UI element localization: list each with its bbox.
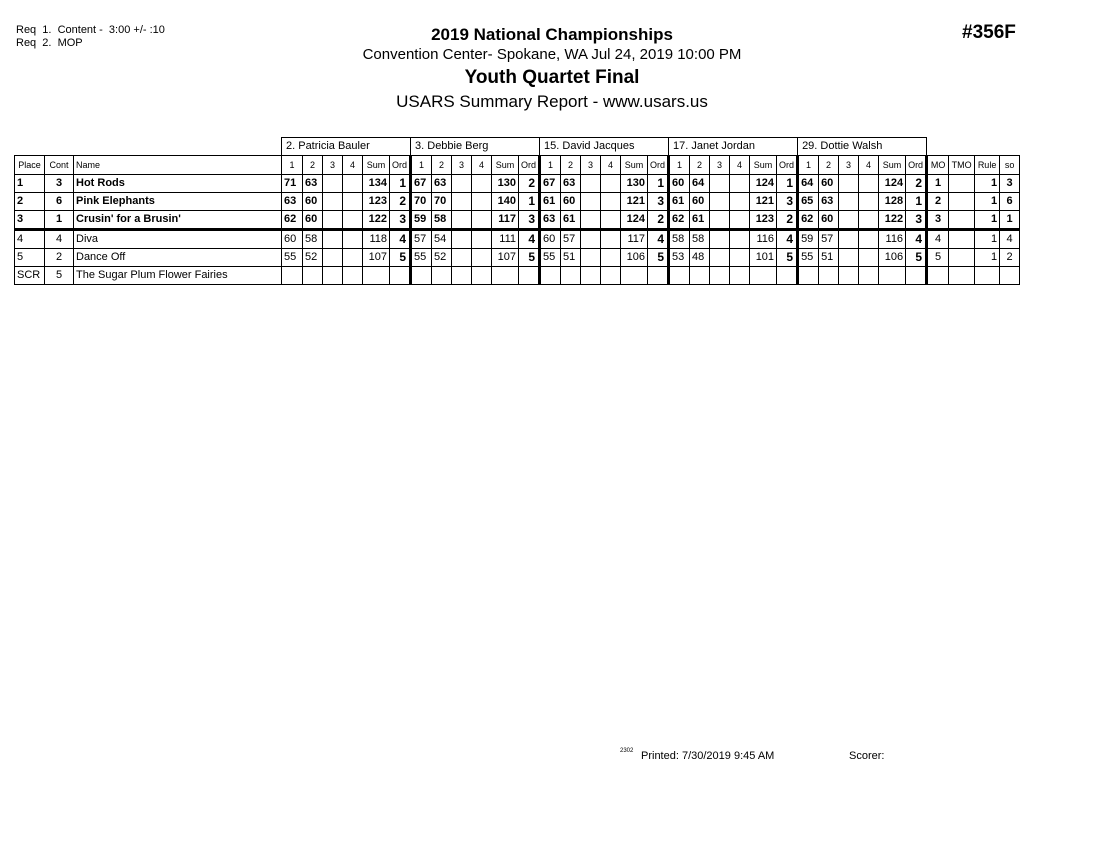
score-cell: 63 [540,211,561,230]
score-cell [343,175,363,193]
tail-cell: 5 [927,249,949,267]
score-cell: 51 [819,249,839,267]
table-row [15,175,1020,193]
tail-cell [975,267,1000,285]
score-cell: 67 [411,175,432,193]
score-cell: 55 [798,249,819,267]
sum-cell: 140 [492,193,519,211]
tail-cell [927,267,949,285]
score-cell [561,267,581,285]
tail-cell: 2 [1000,249,1020,267]
sum-cell: 122 [363,211,390,230]
judge-column-header: Sum [750,156,777,175]
score-cell [710,267,730,285]
ordinal-cell: 2 [648,211,669,230]
judge-column-header: 4 [859,156,879,175]
scorer-label: Scorer: [849,750,885,762]
table-row [15,211,1020,230]
name-cell: Crusin' for a Brusin' [74,211,282,230]
cont-cell: 3 [45,175,74,193]
score-cell [710,249,730,267]
tail-cell: 6 [1000,193,1020,211]
ordinal-cell: 5 [777,249,798,267]
ordinal-cell: 4 [906,230,927,249]
tail-cell: 3 [1000,175,1020,193]
score-cell [798,267,819,285]
tail-column-header: Rule [975,156,1000,175]
judge-column-header: 1 [411,156,432,175]
event-title: Youth Quartet Final [464,67,640,88]
score-cell [432,267,452,285]
ordinal-cell: 2 [777,211,798,230]
tail-cell: 3 [927,211,949,230]
score-cell [343,193,363,211]
tail-cell: 1 [975,230,1000,249]
place-cell: 5 [15,249,45,267]
judge-column-header: 3 [452,156,472,175]
ordinal-cell: 4 [390,230,411,249]
column-header-row [15,156,1020,175]
sum-cell [621,267,648,285]
judge-column-header: Sum [363,156,390,175]
tail-cell [949,175,975,193]
score-cell: 58 [669,230,690,249]
judge-column-header: Sum [879,156,906,175]
results-table [14,137,1020,285]
score-cell [581,267,601,285]
ordinal-cell: 1 [906,193,927,211]
judge-column-header: 3 [323,156,343,175]
sum-cell: 106 [879,249,906,267]
score-cell: 64 [690,175,710,193]
sum-cell: 116 [750,230,777,249]
score-cell [323,193,343,211]
score-cell [472,193,492,211]
sum-cell: 121 [621,193,648,211]
judge-column-header: 1 [669,156,690,175]
score-cell [839,175,859,193]
score-cell: 60 [282,230,303,249]
tail-cell [949,267,975,285]
score-cell: 67 [540,175,561,193]
cont-cell: 1 [45,211,74,230]
score-cell: 62 [282,211,303,230]
score-cell: 58 [690,230,710,249]
table-row [15,249,1020,267]
place-cell: 1 [15,175,45,193]
judge-name: 15. David Jacques [540,138,669,156]
ordinal-cell: 4 [519,230,540,249]
ordinal-cell [777,267,798,285]
ordinal-cell: 3 [906,211,927,230]
score-cell [710,230,730,249]
name-cell: Hot Rods [74,175,282,193]
score-cell [282,267,303,285]
place-cell: 4 [15,230,45,249]
score-cell: 58 [303,230,323,249]
score-cell: 52 [432,249,452,267]
score-cell: 63 [561,175,581,193]
score-cell [730,175,750,193]
score-cell [452,267,472,285]
score-cell: 63 [819,193,839,211]
sum-cell: 123 [750,211,777,230]
tail-cell: 2 [927,193,949,211]
tail-cell [1000,267,1020,285]
score-cell [452,193,472,211]
score-cell [581,249,601,267]
ordinal-cell: 3 [390,211,411,230]
score-cell [730,193,750,211]
score-cell: 57 [411,230,432,249]
score-cell [839,267,859,285]
score-cell: 60 [690,193,710,211]
judge-column-header: 4 [601,156,621,175]
score-cell: 60 [303,211,323,230]
tail-cell: 4 [1000,230,1020,249]
sum-cell: 116 [879,230,906,249]
ordinal-cell: 4 [777,230,798,249]
score-cell [710,193,730,211]
tail-cell: 1 [975,211,1000,230]
score-cell: 55 [282,249,303,267]
score-cell [323,249,343,267]
tail-cell [949,230,975,249]
name-cell: Pink Elephants [74,193,282,211]
judge-column-header: Ord [777,156,798,175]
table-row [15,193,1020,211]
score-cell [730,249,750,267]
score-cell [859,175,879,193]
score-cell [323,211,343,230]
sum-cell: 130 [492,175,519,193]
cont-cell: 2 [45,249,74,267]
cont-cell: 4 [45,230,74,249]
judge-name: 29. Dottie Walsh [798,138,927,156]
score-cell [343,211,363,230]
score-cell [710,175,730,193]
score-cell: 62 [669,211,690,230]
sum-cell [492,267,519,285]
score-cell: 61 [561,211,581,230]
sum-cell: 117 [621,230,648,249]
score-cell [323,267,343,285]
score-cell: 61 [690,211,710,230]
score-cell [472,267,492,285]
sum-cell: 130 [621,175,648,193]
score-cell [730,230,750,249]
judge-column-header: 4 [343,156,363,175]
judge-column-header: 2 [303,156,323,175]
judge-column-header: Sum [492,156,519,175]
sum-cell: 134 [363,175,390,193]
score-cell: 70 [432,193,452,211]
ordinal-cell: 1 [390,175,411,193]
name-cell: Diva [74,230,282,249]
score-cell [581,193,601,211]
score-cell: 61 [540,193,561,211]
judge-header-spacer [15,138,282,156]
ordinal-cell: 3 [519,211,540,230]
score-cell: 70 [411,193,432,211]
championship-title: 2019 National Championships [431,25,673,44]
sum-cell: 107 [492,249,519,267]
table-row [15,267,1020,285]
score-cell [839,230,859,249]
name-cell: The Sugar Plum Flower Fairies [74,267,282,285]
score-cell: 60 [819,211,839,230]
tail-cell: 1 [1000,211,1020,230]
score-cell: 60 [669,175,690,193]
sum-cell: 122 [879,211,906,230]
score-cell [581,175,601,193]
judge-column-header: 2 [561,156,581,175]
ordinal-cell: 1 [777,175,798,193]
tail-cell: 1 [975,193,1000,211]
judge-column-header: 2 [819,156,839,175]
score-cell [323,175,343,193]
sum-cell: 124 [879,175,906,193]
score-cell [710,211,730,230]
score-cell [303,267,323,285]
ordinal-cell: 5 [906,249,927,267]
sum-cell: 118 [363,230,390,249]
score-cell [669,267,690,285]
sum-cell: 101 [750,249,777,267]
score-cell [323,230,343,249]
judge-column-header: Sum [621,156,648,175]
score-cell: 61 [669,193,690,211]
judge-column-header: Ord [648,156,669,175]
ordinal-cell: 2 [390,193,411,211]
sum-cell: 107 [363,249,390,267]
requirement-2: Req 2. MOP [16,37,83,49]
judge-column-header: Ord [906,156,927,175]
ordinal-cell [390,267,411,285]
judge-column-header: 2 [690,156,710,175]
report-header [300,24,804,113]
score-cell: 54 [432,230,452,249]
sum-cell: 111 [492,230,519,249]
sum-cell [363,267,390,285]
ordinal-cell [906,267,927,285]
score-cell: 71 [282,175,303,193]
score-cell: 65 [798,193,819,211]
score-cell [452,230,472,249]
score-cell [819,267,839,285]
score-cell: 60 [561,193,581,211]
score-cell [452,175,472,193]
printed-timestamp: Printed: 7/30/2019 9:45 AM [641,750,775,762]
score-cell: 60 [819,175,839,193]
score-cell [730,211,750,230]
sum-cell: 124 [750,175,777,193]
judge-header-row [15,138,1020,156]
event-number: #356F [962,22,1016,43]
place-cell: 3 [15,211,45,230]
score-cell [343,230,363,249]
sum-cell: 106 [621,249,648,267]
ordinal-cell: 2 [906,175,927,193]
score-cell [452,249,472,267]
score-cell: 57 [561,230,581,249]
sum-cell: 124 [621,211,648,230]
score-cell: 55 [540,249,561,267]
tail-column-header: TMO [949,156,975,175]
score-cell: 53 [669,249,690,267]
score-cell [690,267,710,285]
score-cell [411,267,432,285]
score-cell [601,230,621,249]
tail-cell: 1 [975,249,1000,267]
score-cell [581,230,601,249]
cont-header: Cont [45,156,74,175]
score-cell: 51 [561,249,581,267]
sum-cell: 123 [363,193,390,211]
score-cell [601,267,621,285]
ordinal-cell: 4 [648,230,669,249]
print-code: 2302 [620,748,634,754]
judge-column-header: 3 [839,156,859,175]
score-cell [730,267,750,285]
score-cell [452,211,472,230]
judge-column-header: 3 [710,156,730,175]
score-cell [859,230,879,249]
requirements [16,24,165,50]
score-cell [601,211,621,230]
score-cell [472,230,492,249]
score-cell [859,267,879,285]
score-cell: 48 [690,249,710,267]
score-cell: 62 [798,211,819,230]
tail-cell: 1 [975,175,1000,193]
score-cell [343,249,363,267]
ordinal-cell: 5 [648,249,669,267]
score-cell: 60 [303,193,323,211]
judge-column-header: 1 [540,156,561,175]
score-cell: 59 [798,230,819,249]
score-cell [472,175,492,193]
score-cell: 63 [432,175,452,193]
ordinal-cell [519,267,540,285]
score-cell [343,267,363,285]
judge-column-header: 1 [282,156,303,175]
score-cell [540,267,561,285]
cont-cell: 6 [45,193,74,211]
judge-column-header: 4 [730,156,750,175]
sum-cell [750,267,777,285]
judge-column-header: Ord [390,156,411,175]
judge-column-header: 4 [472,156,492,175]
score-cell [859,193,879,211]
score-cell [859,211,879,230]
report-title: USARS Summary Report - www.usars.us [396,92,708,111]
score-cell [839,211,859,230]
score-cell: 60 [540,230,561,249]
sum-cell: 117 [492,211,519,230]
name-cell: Dance Off [74,249,282,267]
sum-cell: 128 [879,193,906,211]
cont-cell: 5 [45,267,74,285]
ordinal-cell: 3 [648,193,669,211]
place-header: Place [15,156,45,175]
ordinal-cell [648,267,669,285]
judge-column-header: 2 [432,156,452,175]
score-cell: 59 [411,211,432,230]
tail-column-header: MO [927,156,949,175]
ordinal-cell: 1 [648,175,669,193]
tail-cell [949,193,975,211]
score-cell: 55 [411,249,432,267]
score-cell: 52 [303,249,323,267]
judge-column-header: 1 [798,156,819,175]
score-cell [601,193,621,211]
ordinal-cell: 2 [519,175,540,193]
tail-cell: 4 [927,230,949,249]
name-header: Name [74,156,282,175]
table-row [15,230,1020,249]
ordinal-cell: 5 [390,249,411,267]
judge-column-header: Ord [519,156,540,175]
judge-name: 3. Debbie Berg [411,138,540,156]
ordinal-cell: 3 [777,193,798,211]
judge-name: 2. Patricia Bauler [282,138,411,156]
score-cell [472,211,492,230]
ordinal-cell: 5 [519,249,540,267]
tail-column-header: so [1000,156,1020,175]
score-cell [472,249,492,267]
ordinal-cell: 1 [519,193,540,211]
sum-cell: 121 [750,193,777,211]
tail-cell [949,249,975,267]
score-cell: 57 [819,230,839,249]
score-cell: 64 [798,175,819,193]
judge-header-spacer [927,138,1020,156]
judge-name: 17. Janet Jordan [669,138,798,156]
score-cell [601,175,621,193]
score-cell [859,249,879,267]
tail-cell [949,211,975,230]
score-cell: 58 [432,211,452,230]
place-cell: SCR [15,267,45,285]
score-cell [581,211,601,230]
sum-cell [879,267,906,285]
venue-line: Convention Center- Spokane, WA Jul 24, 2019 10:00 PM [362,46,742,63]
tail-cell: 1 [927,175,949,193]
score-cell [839,249,859,267]
place-cell: 2 [15,193,45,211]
judge-column-header: 3 [581,156,601,175]
requirement-1: Req 1. Content - 3:00 +/- :10 [16,24,165,36]
score-cell: 63 [303,175,323,193]
score-cell: 63 [282,193,303,211]
score-cell [839,193,859,211]
score-cell [601,249,621,267]
